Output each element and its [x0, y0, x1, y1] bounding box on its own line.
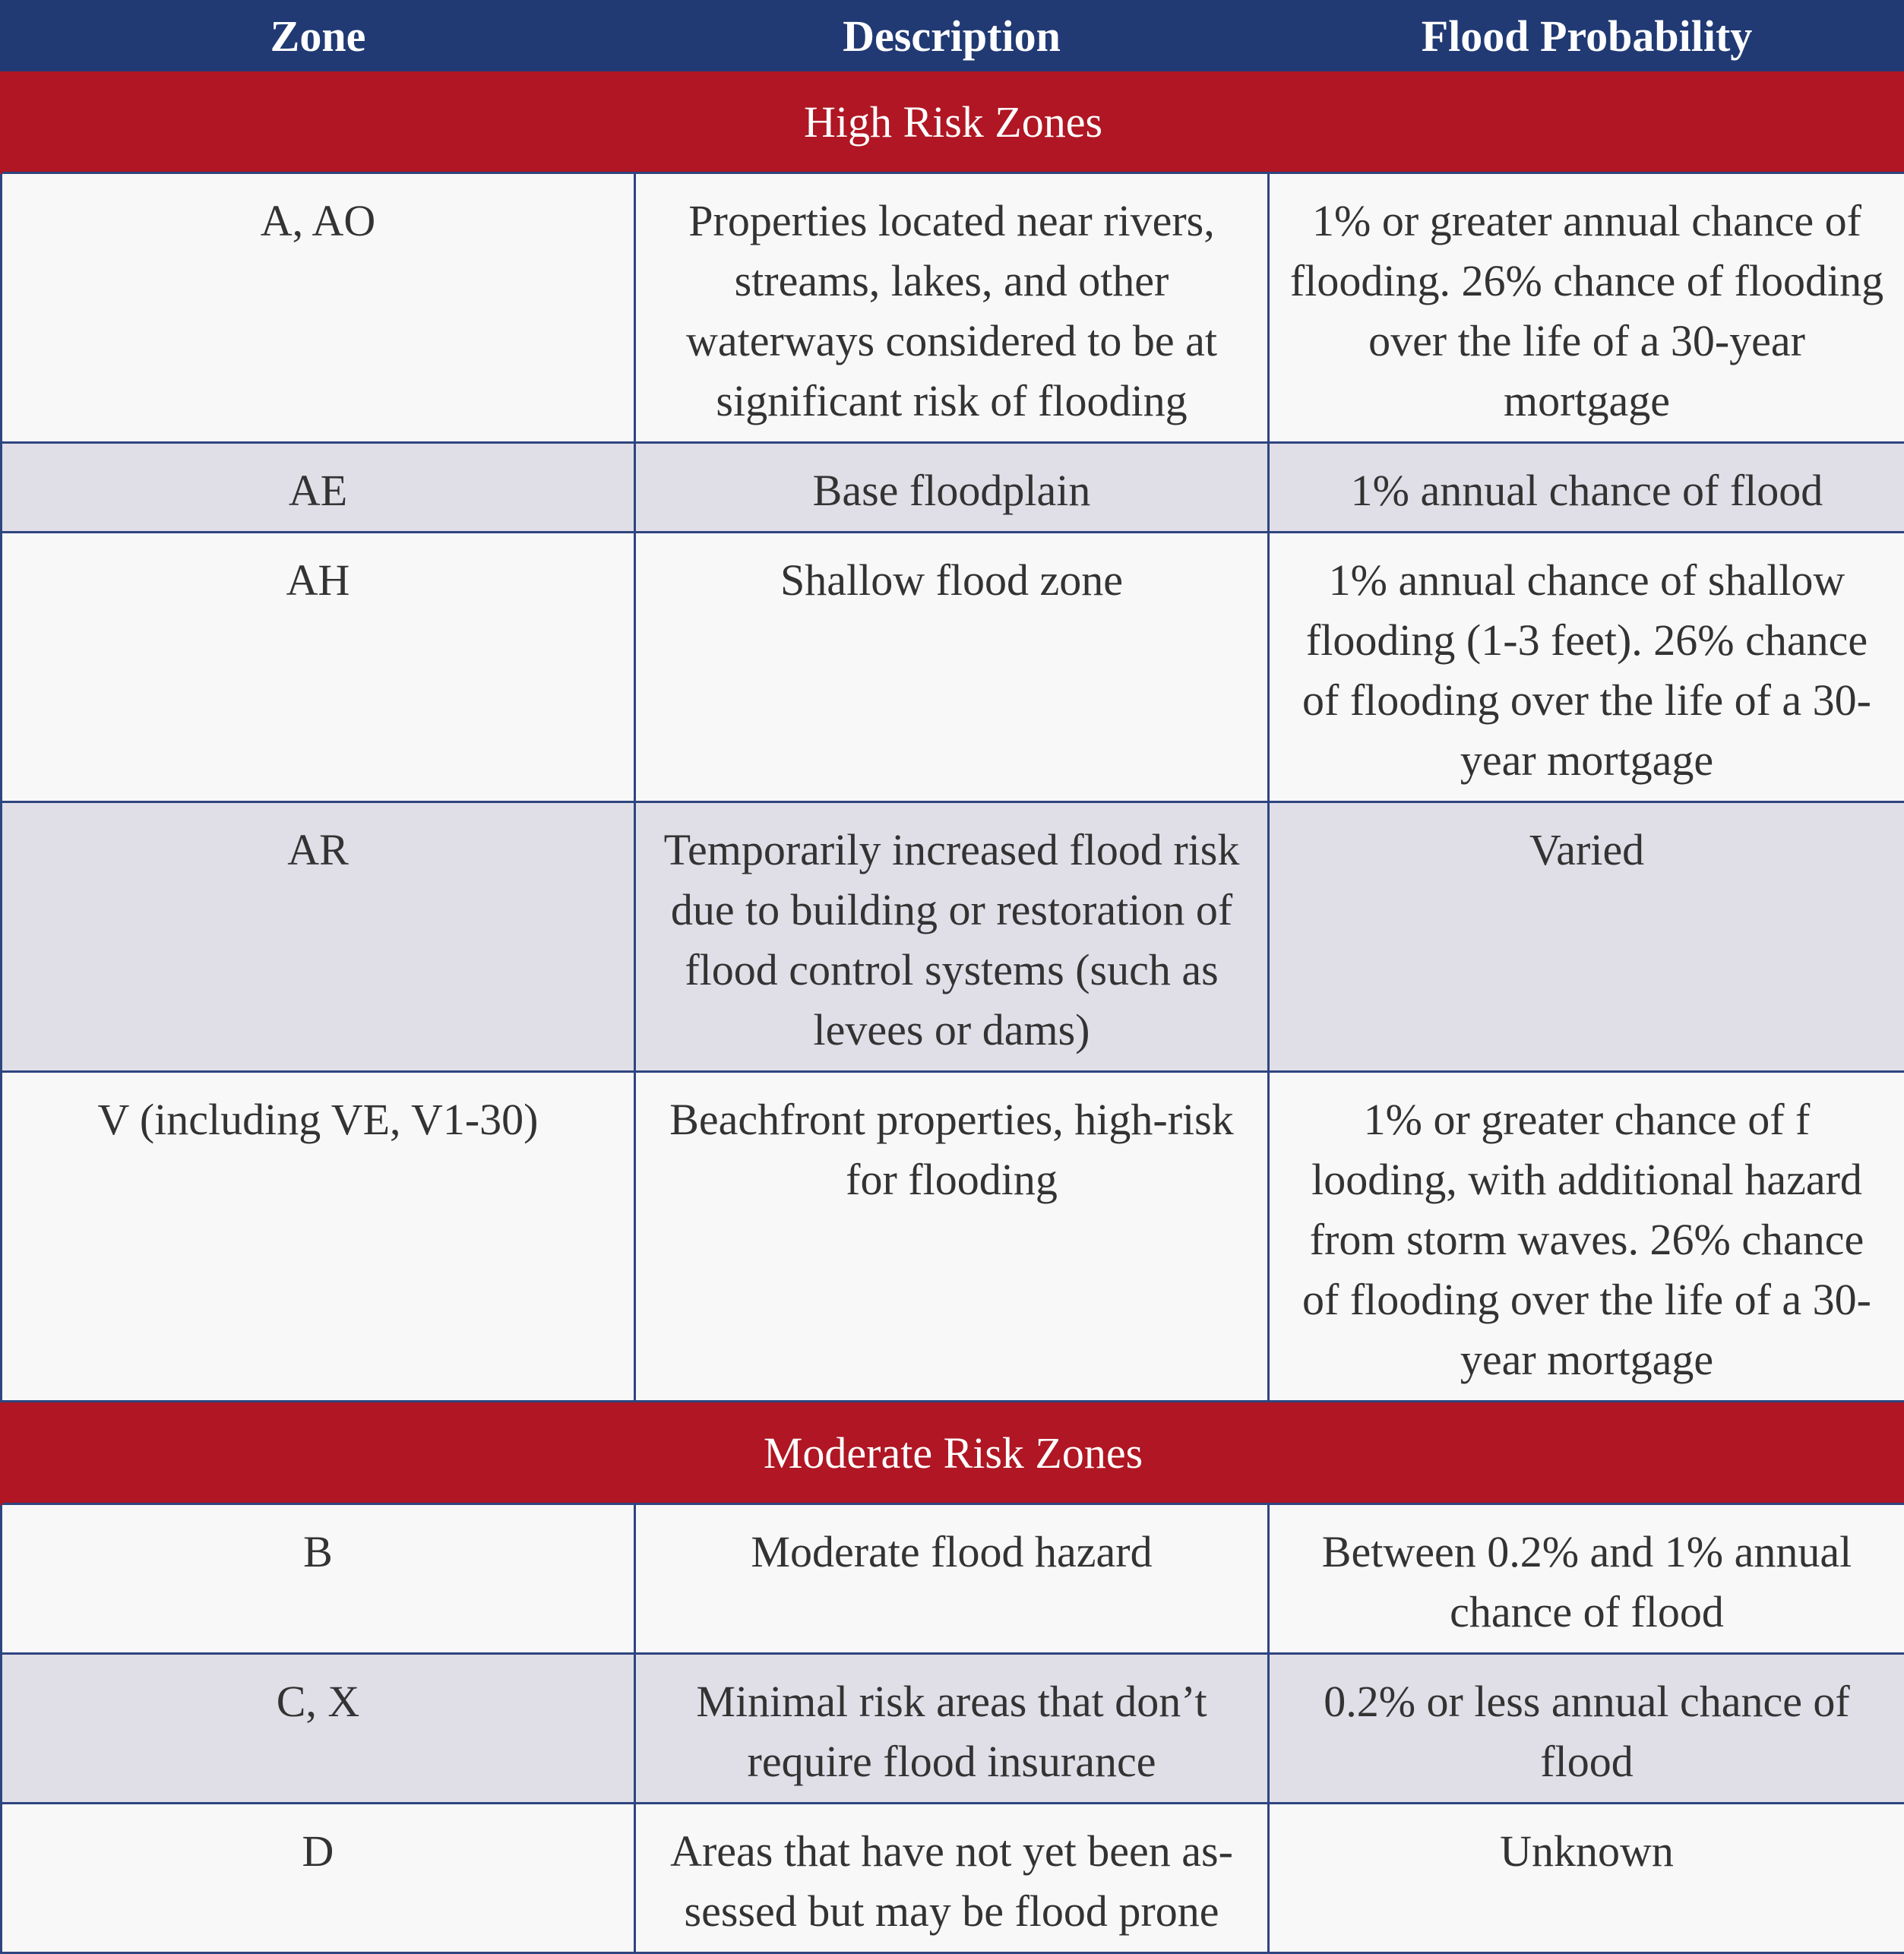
zone-cell: AH [2, 533, 635, 802]
zone-cell: AR [2, 802, 635, 1072]
probability-cell: Varied [1269, 802, 1904, 1072]
zone-cell: D [2, 1804, 635, 1953]
table-row [2, 1504, 1904, 1654]
table-row [2, 1072, 1904, 1402]
table-row [2, 533, 1904, 802]
probability-cell: 1% annual chance of flood [1269, 443, 1904, 533]
header-flood-probability: Flood Probability [1269, 2, 1904, 71]
zone-cell: B [2, 1504, 635, 1654]
table-row [2, 173, 1904, 443]
description-cell: Areas that have not yet been as-sessed but may be flood prone [635, 1804, 1269, 1953]
description-cell: Minimal risk areas that don’t require flood insurance [635, 1654, 1269, 1804]
description-cell: Beachfront properties, high-risk for flooding [635, 1072, 1269, 1402]
description-cell: Shallow flood zone [635, 533, 1269, 802]
section-title: Moderate Risk Zones [2, 1402, 1904, 1504]
table-row [2, 1804, 1904, 1953]
description-cell: Properties located near rivers, streams, lakes, and other waterways considered to be at significant risk of flooding [635, 173, 1269, 443]
section-title: High Risk Zones [2, 71, 1904, 173]
table-row [2, 1654, 1904, 1804]
probability-cell: Between 0.2% and 1% annual chance of flood [1269, 1504, 1904, 1654]
section-header-high-risk [2, 71, 1904, 173]
zone-cell: V (including VE, V1-30) [2, 1072, 635, 1402]
probability-cell: 1% or greater annual chance of flooding. 26% chance of flooding over the life of a 30-year mortgage [1269, 173, 1904, 443]
section-header-moderate-risk [2, 1402, 1904, 1504]
zone-cell: A, AO [2, 173, 635, 443]
description-cell: Moderate flood hazard [635, 1504, 1269, 1654]
table-row [2, 443, 1904, 533]
table-row [2, 802, 1904, 1072]
header-row [2, 2, 1904, 71]
probability-cell: 0.2% or less annual chance of flood [1269, 1654, 1904, 1804]
zone-cell: AE [2, 443, 635, 533]
zone-cell: C, X [2, 1654, 635, 1804]
header-description: Description [635, 2, 1269, 71]
header-zone: Zone [2, 2, 635, 71]
probability-cell: 1% annual chance of shallow flooding (1-3 feet). 26% chance of flooding over the life of a 30-year mortgage [1269, 533, 1904, 802]
probability-cell: Unknown [1269, 1804, 1904, 1953]
description-cell: Base floodplain [635, 443, 1269, 533]
description-cell: Temporarily increased flood risk due to building or restoration of flood control systems (such as levees or dams) [635, 802, 1269, 1072]
probability-cell: 1% or greater chance of f looding, with additional hazard from storm waves. 26% chance of flooding over the life of a 30-year mortgage [1269, 1072, 1904, 1402]
